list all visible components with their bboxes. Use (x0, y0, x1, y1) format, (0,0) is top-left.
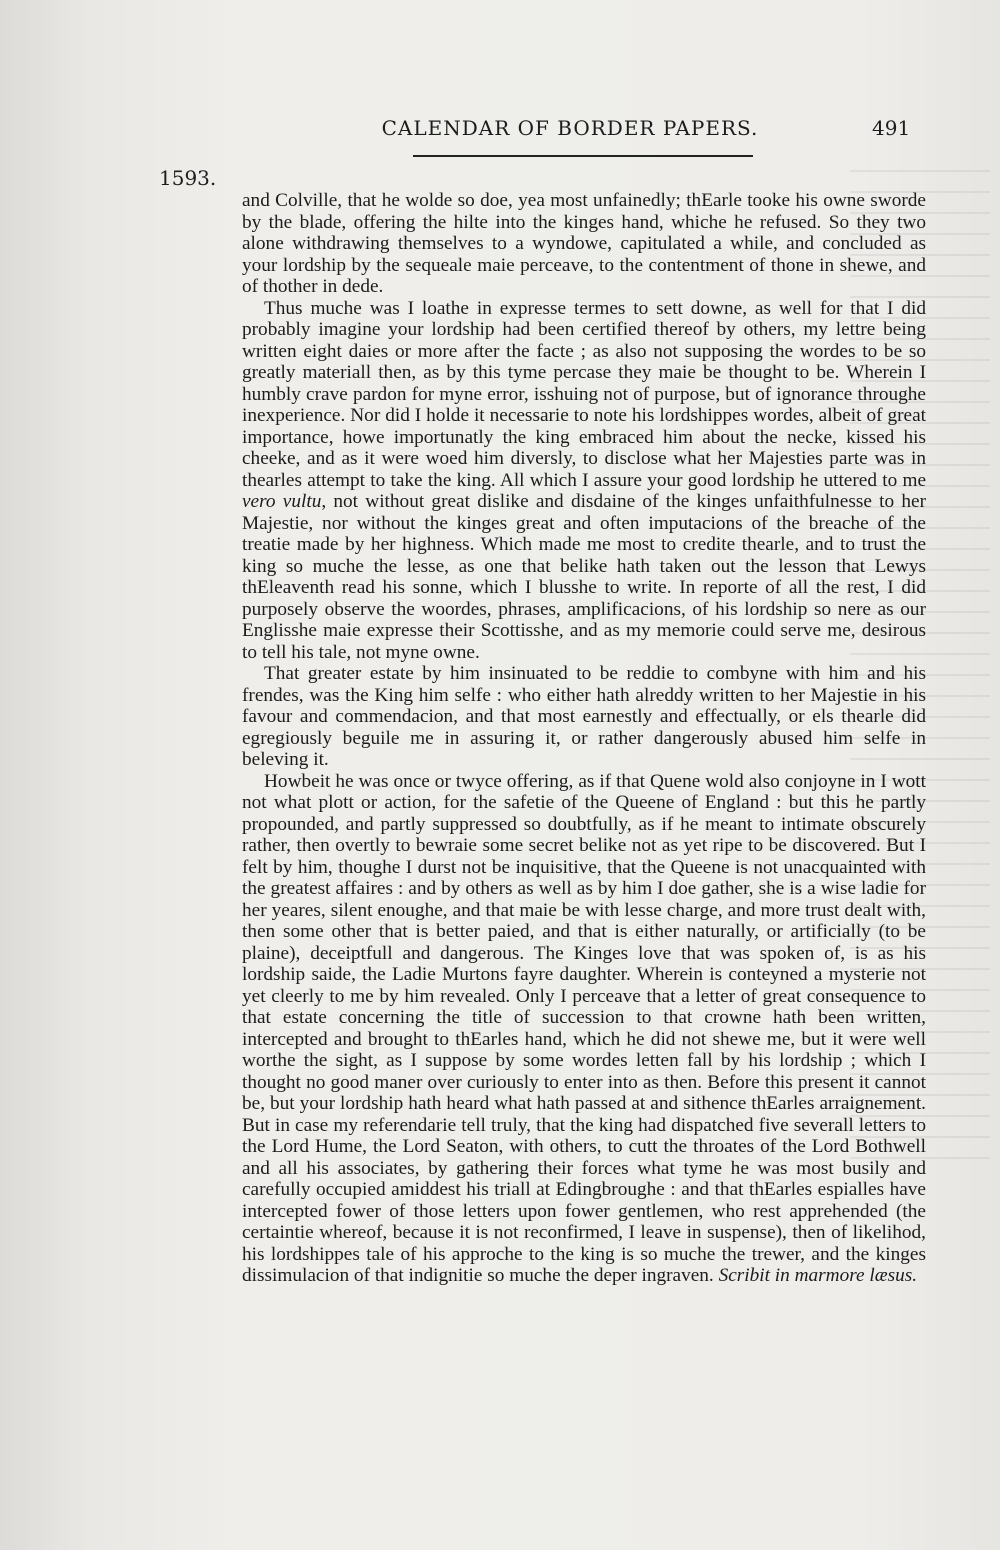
page-number: 491 (872, 116, 911, 140)
paragraph-text: Thus muche was I loathe in expresse termes to sett downe, as well for that I did probably imagine your lordship had been certified thereof by others, my lettre being written eight daies or more after the facte ; as also not supposing the wordes to be so greatly materiall then, as by this tyme percase they maie be thought to be. Wherein I humbly crave pardon for myne error, isshuing not of purpose, but of ignorance throughe inexperience. Nor did I holde it necessarie to note his lordshippes wordes, albeit of great importance, howe importunatly the king embraced him about the necke, kissed his cheeke, and as it were woed him diversly, to disclose what her Majesties parte was in thearles attempt to take the king. All which I assure your good lordship he uttered to me (242, 297, 926, 491)
year-margin-note: 1593. (159, 166, 217, 190)
running-head: CALENDAR OF BORDER PAPERS. (381, 116, 759, 140)
paragraph-text: , not without great dislike and disdaine of the kinges unfaithfulnesse to her Majestie, nor without the kinges great and often imputacions of the breache of the treatie made by her highness. Which made me most to credite thearle, and to trust the king so muche the lesse, as one that belike hath taken out the lesson that Lewys thEleaventh read his sonne, which I blusshe to write. In reporte of all the rest, I did purposely observe the woordes, phrases, amplificacions, of his lordship so nere as our Englisshe maie expresse their Scottisshe, and as my memorie could serve me, desirous to tell his tale, not myne owne. (242, 491, 926, 663)
latin-quotation: Scribit in marmore læsus. (718, 1265, 918, 1286)
paragraph-1 (242, 190, 926, 298)
italic-phrase: vero vultu (242, 491, 322, 512)
header-rule (413, 155, 753, 157)
paragraph-2 (242, 298, 926, 664)
body-text (242, 190, 926, 1287)
paragraph-text: Howbeit he was once or twyce offering, as if that Quene wold also conjoyne in I wott not what plott or action, for the safetie of the Queene of England : but this he partly propounded, and partly suppressed so doubtfully, as if he meant to intimate obscurely rather, then overtly to bewraie some secret belike not as yet ripe to be discovered. But I felt by him, thoughe I durst not be inquisitive, that the Queene is not unacquainted with the greatest affaires : and by others as well as by him I doe gather, she is a wise ladie for her yeares, silent enoughe, and that maie be with lesse charge, and more trust dealt with, then some other that is better paied, and that is either naturally, or artificially (to be plaine), deceiptfull and dangerous. The Kinges love that was spoken of, is as his lordship saide, the Ladie Murtons fayre daughter. Wherein is conteyned a mysterie not yet cleerly to me by him revealed. Only I perceave that a letter of great consequence to that estate concerning the title of succession to that crowne hath been written, intercepted and brought to thEarles hand, which he did not shewe me, but it were well worthe the sight, as I suppose by some wordes letten fall by his lordship ; which I thought no good maner over curiously to enter into as then. Before this present it cannot be, but your lordship hath heard what hath passed at and sithence thEarles arraignement. But in case my referendarie tell truly, that the king had dispatched five severall letters to the Lord Hume, the Lord Seaton, with others, to cutt the throates of the Lord Bothwell and all his associates, by gathering their forces what tyme he was most busily and carefully occupied amiddest his triall at Edingbroughe : and that thEarles espialles have intercepted fower of those letters upon fower gentlemen, who rest apprehended (the certaintie whereof, because it is not reconfirmed, I leave in suspense), then of likelihod, his lordshippes tale of his approche to the king is so muche the trewer, and the kinges dissimulacion of that indignitie so muche the deper ingraven. (242, 770, 926, 1286)
paragraph-4 (242, 771, 926, 1287)
paragraph-3 (242, 663, 926, 771)
paragraph-text: That greater estate by him insinuated to be reddie to combyne with him and his frendes, was the King him selfe : who either hath alreddy written to her Majestie in his favour and commendacion, and that most earnestly and effectually, or els thearle did egregiously beguile me in assuring it, or rather dangerously abused him selfe in beleving it. (242, 663, 926, 770)
paragraph-text: and Colville, that he wolde so doe, yea most unfainedly; thEarle tooke his owne sworde by the blade, offering the hilte into the kinges hand, whiche he refused. So they two alone withdrawing themselves to a wyndowe, capitulated a while, and concluded as your lordship by the sequeale maie perceave, to the contentment of thone in shewe, and of thother in dede. (242, 190, 926, 297)
